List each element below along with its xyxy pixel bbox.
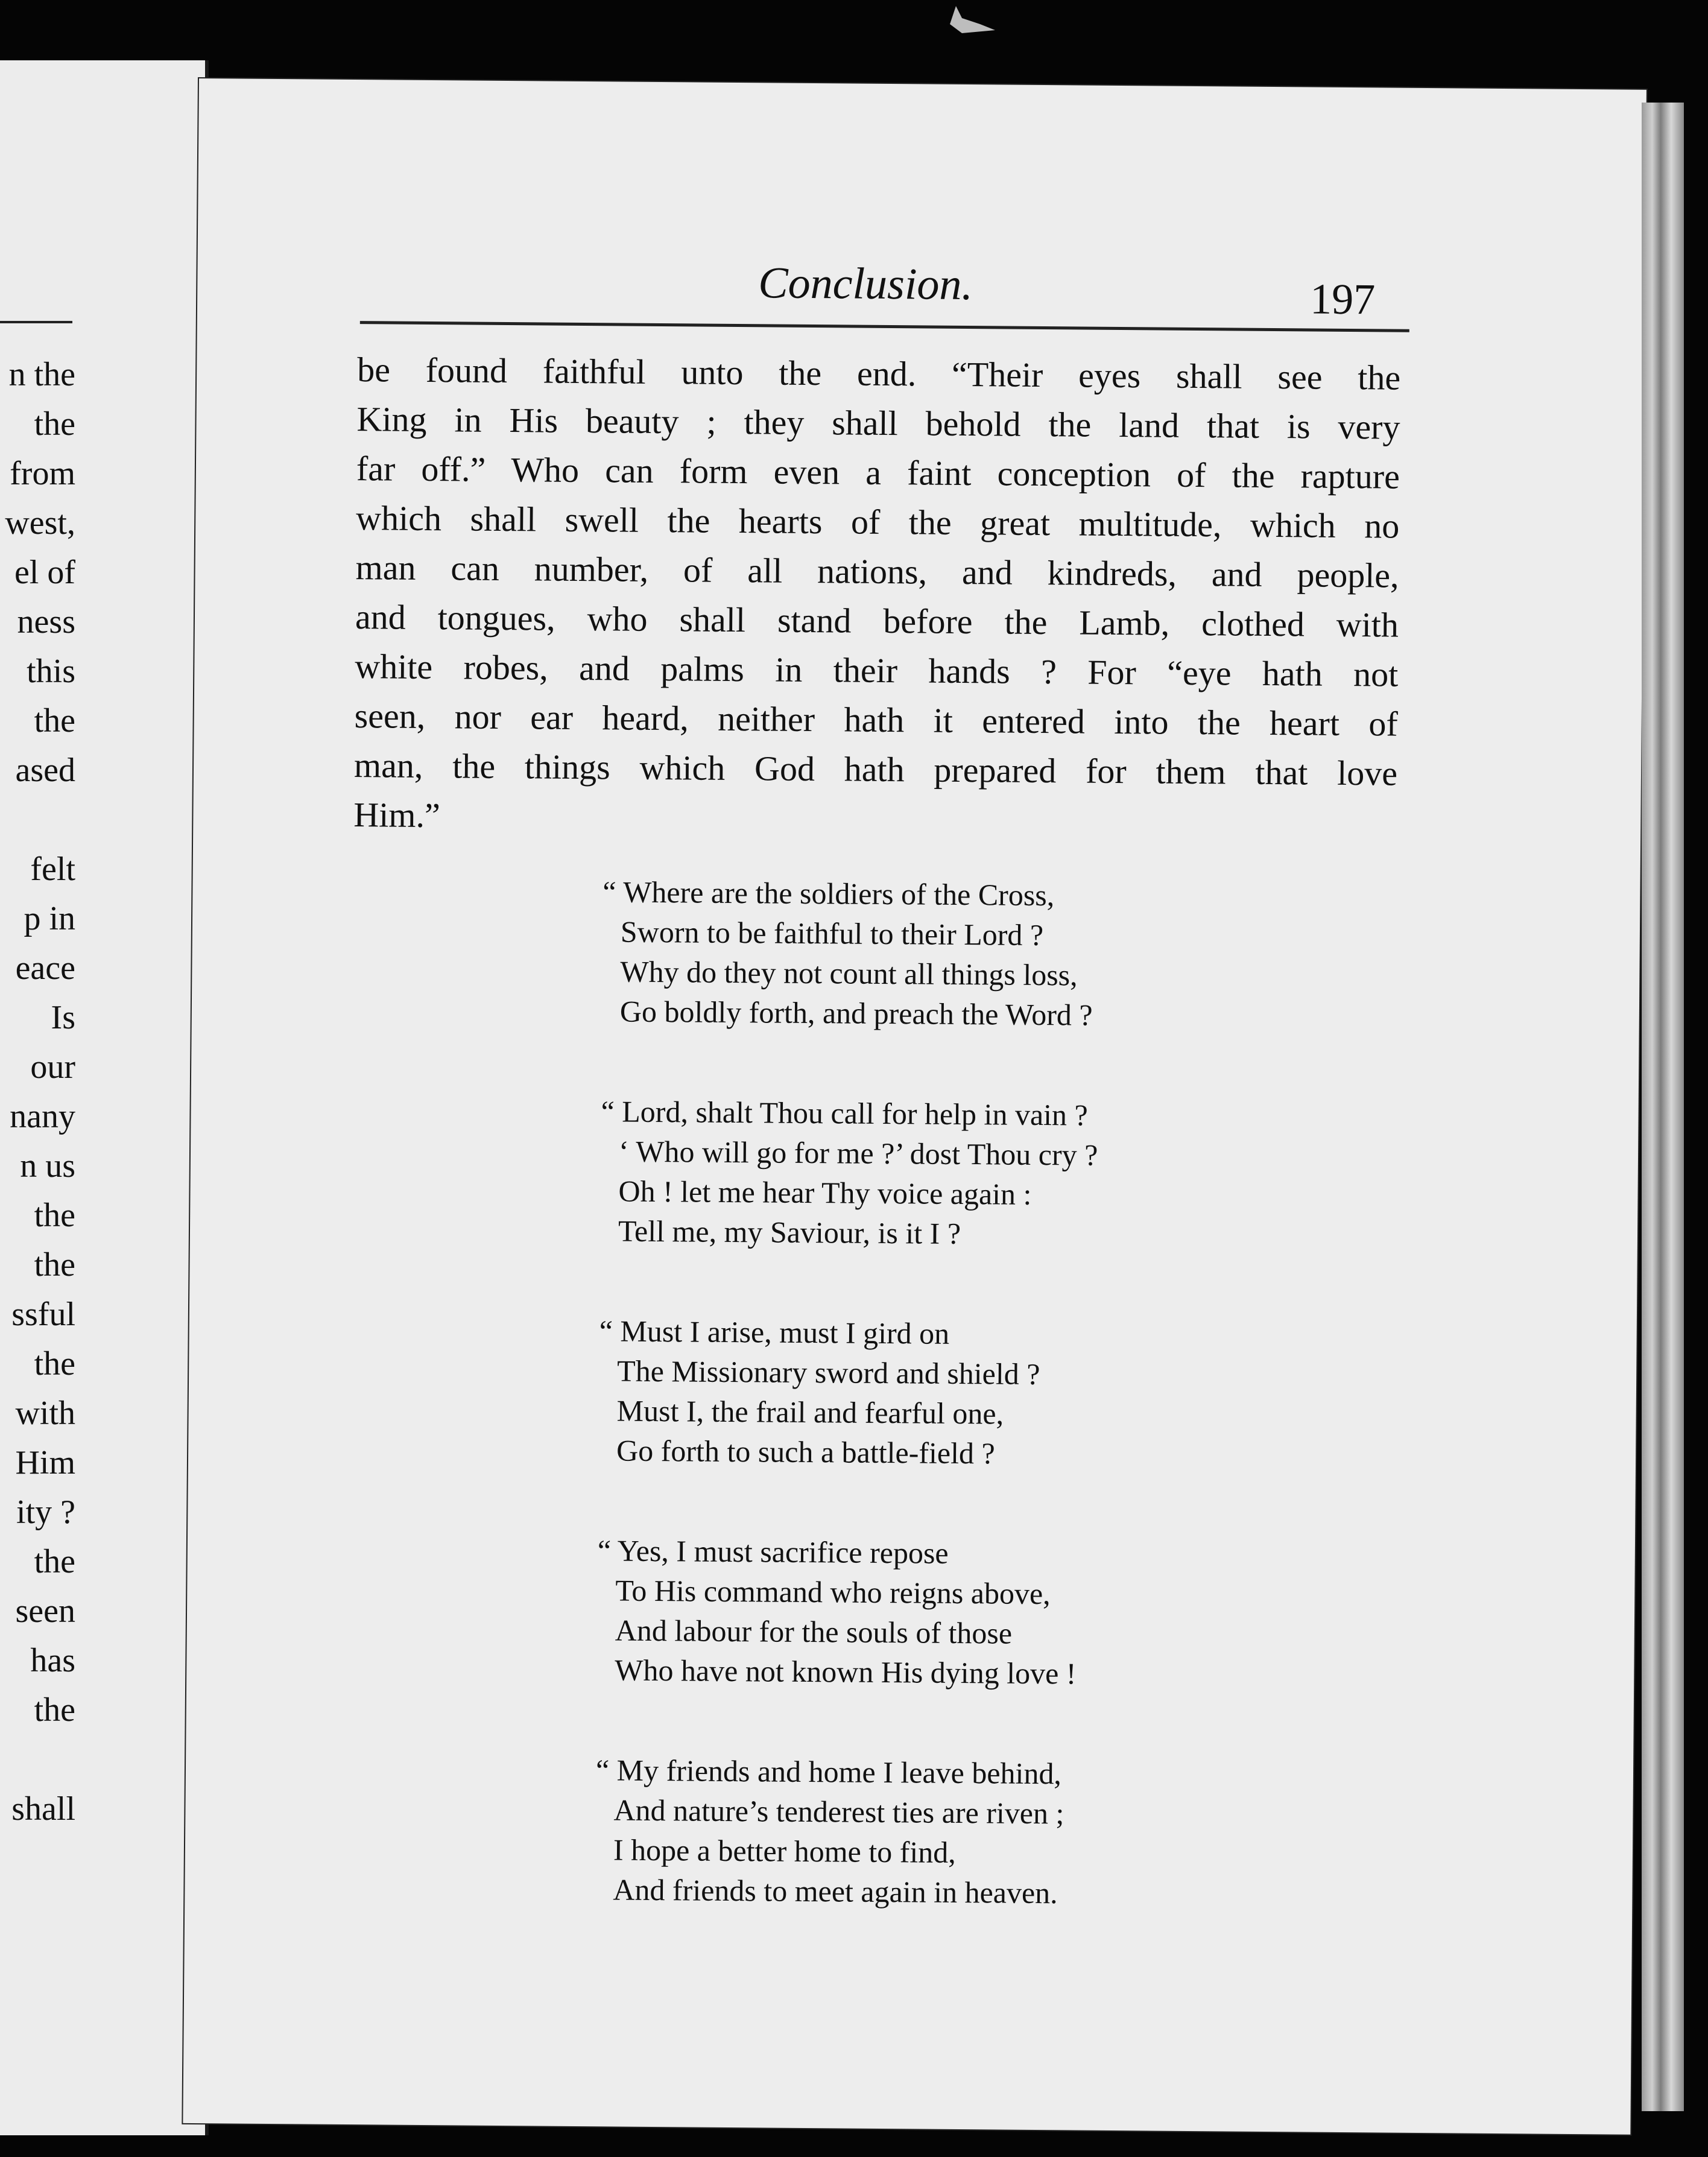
page-edge-stack [1642,103,1684,2111]
verse-line: “ Lord, shalt Thou call for help in vain ? [601,1094,1088,1132]
verse-line: Go boldly forth, and preach the Word ? [619,994,1093,1032]
verse-line: And nature’s tenderest ties are riven ; [613,1793,1064,1831]
previous-page-line: ness [17,603,75,641]
poem [594,872,1206,1974]
previous-page-line: nany [10,1098,75,1135]
verse-line: “ Yes, I must sacrifice repose [597,1533,949,1570]
verse-line: Sworn to be faithful to their Lord ? [620,914,1044,952]
verse-line: The Missionary sword and shield ? [616,1354,1040,1392]
prose-line: Him.” [353,795,441,835]
previous-page-line: ity ? [16,1493,75,1531]
poem-stanza [598,1311,1203,1475]
previous-page-line: the [34,1197,75,1234]
previous-page-line: our [30,1048,75,1086]
previous-page-line [0,795,75,844]
previous-page-line: the [34,1691,75,1729]
page-number: 197 [1309,274,1376,324]
previous-page-line: n us [20,1147,75,1185]
previous-page-line: el of [14,554,75,591]
previous-page-head-rule [0,321,72,323]
previous-page-line: eace [15,949,75,987]
verse-line: Why do they not count all things loss, [620,954,1078,992]
verse-line: “ My friends and home I leave behind, [595,1753,1062,1791]
prose-line: white robes, and palms in their hands ? For “eye hath not [355,647,1399,694]
previous-page-line: the [34,1543,75,1580]
previous-page-fragment [0,60,209,2135]
verse-line: Go forth to such a battle-field ? [616,1433,995,1471]
prose-line: and tongues, who shall stand before the Lamb, clothed with [355,597,1399,645]
prose-line: far off.” Who can form even a faint conception of the rapture [356,449,1400,496]
scanner-mark-icon [944,6,998,48]
verse-line: ‘ Who will go for me ?’ dost Thou cry ? [618,1134,1098,1172]
previous-page-line: Him [15,1444,75,1481]
previous-page-line: seen [15,1592,75,1630]
verse-line: Who have not known His dying love ! [615,1653,1077,1691]
poem-stanza [600,1091,1204,1255]
previous-page-line: with [15,1395,75,1432]
previous-page-line: Is [51,999,75,1036]
running-head: Conclusion. [758,258,973,310]
poem-stanza [596,1530,1201,1694]
verse-line: Must I, the frail and fearful one, [616,1393,1004,1431]
previous-page-line: this [27,653,75,690]
previous-page-line: ased [15,752,75,789]
header-rule [360,321,1409,332]
verse-line: “ Must I arise, must I gird on [599,1314,950,1351]
verse-line: And labour for the souls of those [615,1613,1013,1650]
verse-line: Tell me, my Saviour, is it I ? [618,1214,961,1250]
previous-page-line: the [34,1246,75,1284]
prose-line: seen, nor ear heard, neither hath it entered into the heart of [354,696,1398,744]
previous-page-line [0,1735,75,1784]
poem-stanza [595,1750,1199,1914]
poem-stanza [602,872,1206,1036]
previous-page-line: has [30,1642,75,1679]
previous-page-line: west, [5,504,75,542]
previous-page-line: n the [8,356,75,393]
prose-line: man can number, of all nations, and kindreds, and people, [355,548,1399,595]
prose-paragraph [353,345,1400,848]
previous-page-line: felt [30,850,75,888]
prose-line: man, the things which God hath prepared for them that love [353,746,1398,793]
previous-page-text [0,350,75,1918]
book-page [183,78,1646,2135]
previous-page-line: from [10,455,75,492]
verse-line: “ Where are the soldiers of the Cross, [603,875,1055,913]
verse-line: I hope a better home to find, [613,1832,957,1869]
verse-line: And friends to meet again in heaven. [613,1872,1058,1910]
previous-page-line: p in [24,900,75,937]
verse-line: To His command who reigns above, [615,1573,1051,1611]
verse-line: Oh ! let me hear Thy voice again : [618,1174,1032,1211]
prose-line: King in His beauty ; they shall behold the land that is very [356,399,1400,447]
prose-line: be found faithful unto the end. “Their eyes shall see the [356,350,1401,398]
prose-line: which shall swell the hearts of the great multitude, which no [356,498,1400,546]
previous-page-line: the [34,405,75,443]
previous-page-line: shall [11,1790,75,1828]
previous-page-line: ssful [11,1296,75,1333]
previous-page-line: the [34,702,75,740]
previous-page-line: the [34,1345,75,1383]
